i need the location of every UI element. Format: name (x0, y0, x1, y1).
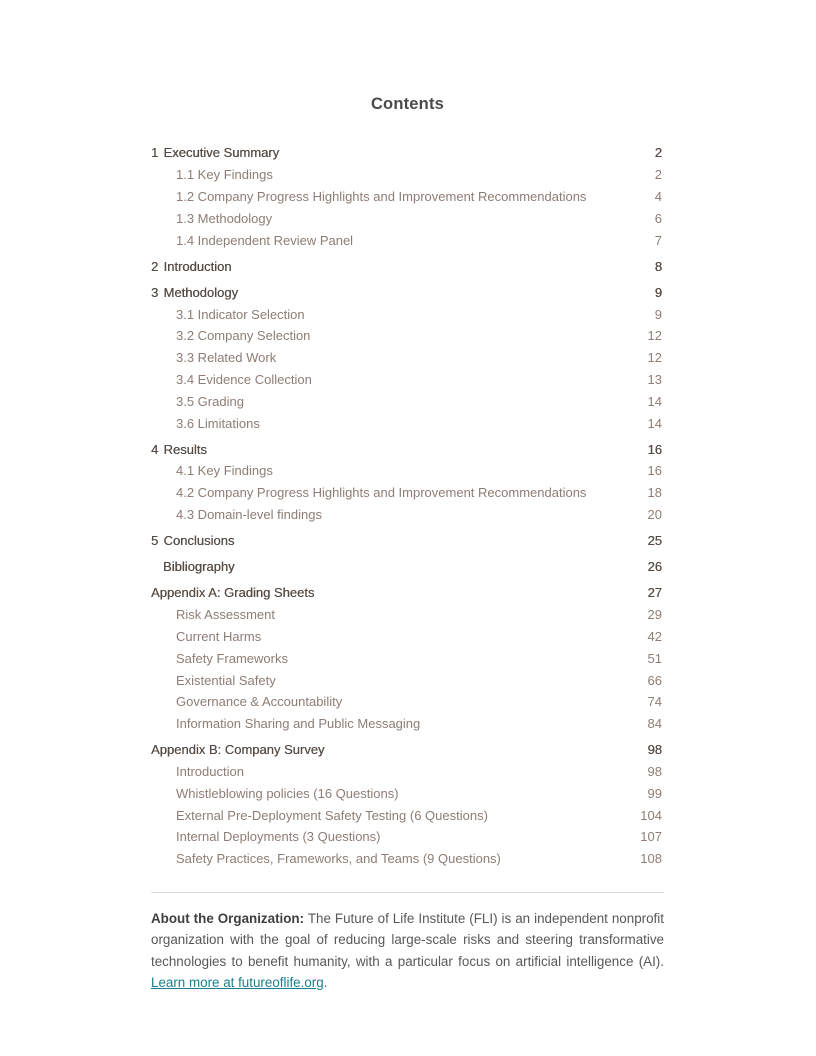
toc-entry-label: 4.2 Company Progress Highlights and Improvement Recommendations (176, 485, 587, 501)
about-label: About the Organization: (151, 910, 305, 926)
toc-entry[interactable] (151, 390, 664, 412)
toc-entry-label: 3.3 Related Work (176, 350, 277, 366)
toc-entry-label: 3.2 Company Selection (176, 328, 311, 344)
toc-entry[interactable] (151, 556, 664, 578)
about-line: organization with the goal of reducing large-scale risks and steering transformative (151, 932, 664, 948)
toc-entry[interactable] (151, 482, 664, 504)
toc-entry-page: 29 (647, 607, 662, 623)
toc-entry-page: 14 (647, 393, 662, 409)
toc-entry-number: 3 (151, 284, 159, 300)
toc-entry-label: Existential Safety (176, 672, 276, 688)
toc-entry-page: 84 (647, 716, 662, 732)
toc-entry[interactable] (151, 669, 664, 691)
toc-entry[interactable] (151, 647, 664, 669)
toc-entry-page: 20 (647, 507, 662, 523)
toc-entry[interactable] (151, 438, 664, 460)
toc-entry[interactable] (151, 782, 664, 804)
about-footer (151, 908, 664, 994)
toc-entry-label: Bibliography (163, 559, 235, 575)
toc-entry[interactable] (151, 347, 664, 369)
toc-entry-page: 12 (647, 350, 662, 366)
toc-entry-page: 7 (654, 232, 662, 248)
toc-entry-label: Appendix B: Company Survey (151, 742, 325, 758)
toc-entry-page: 74 (647, 694, 662, 710)
toc-entry-number: 2 (151, 258, 159, 274)
toc-entry[interactable] (151, 504, 664, 526)
toc-entry-label: Risk Assessment (176, 607, 275, 623)
toc-entry-page: 2 (654, 145, 662, 161)
toc-entry-page: 108 (640, 851, 662, 867)
toc-entry-label: Conclusions (163, 533, 235, 549)
toc-entry[interactable] (151, 626, 664, 648)
toc-entry-label: Introduction (163, 258, 232, 274)
toc-entry-number: 1 (151, 145, 159, 161)
toc-entry-label: Internal Deployments (3 Questions) (176, 829, 381, 845)
toc-entry-label: Executive Summary (163, 145, 280, 161)
toc-entry-label: Introduction (176, 763, 244, 779)
toc-entry-page: 98 (647, 742, 662, 758)
toc-entry-label: Safety Practices, Frameworks, and Teams (9 Questions) (176, 851, 501, 867)
toc-entry-label: 4.3 Domain-level findings (176, 507, 322, 523)
toc-entry-page: 14 (647, 415, 662, 431)
toc-entry-page: 12 (647, 328, 662, 344)
toc-entry[interactable] (151, 303, 664, 325)
toc-entry-page: 6 (654, 210, 662, 226)
toc-entry[interactable] (151, 229, 664, 251)
toc-entry-page: 27 (647, 585, 662, 601)
toc-entry-label: Methodology (163, 284, 238, 300)
toc-entry-page: 16 (647, 441, 662, 457)
toc-entry-label: 1.3 Methodology (176, 210, 273, 226)
toc-entry-page: 8 (654, 258, 662, 274)
toc-entry-page: 66 (647, 672, 662, 688)
toc-entry[interactable] (151, 582, 664, 604)
toc-entry-page: 26 (647, 559, 662, 575)
toc-entry[interactable] (151, 255, 664, 277)
toc-entry-number: 4 (151, 441, 159, 457)
toc-entry-page: 107 (640, 829, 662, 845)
toc-entry-number: 5 (151, 533, 159, 549)
link-suffix: . (323, 975, 328, 991)
toc-entry-label: Whistleblowing policies (16 Questions) (176, 785, 399, 801)
toc-entry-page: 104 (640, 807, 662, 823)
toc-entry[interactable] (151, 604, 664, 626)
toc-entry[interactable] (151, 713, 664, 735)
toc-entry-label: 3.5 Grading (176, 393, 244, 409)
toc-entry-page: 2 (654, 167, 662, 183)
toc-entry[interactable] (151, 761, 664, 783)
toc-entry-label: 3.6 Limitations (176, 415, 260, 431)
toc-entry[interactable] (151, 804, 664, 826)
toc-entry[interactable] (151, 325, 664, 347)
toc-entry-label: 1.2 Company Progress Highlights and Improvement Recommendations (176, 188, 587, 204)
toc-entry-label: External Pre-Deployment Safety Testing (6 Questions) (176, 807, 488, 823)
toc-entry-page: 51 (647, 650, 662, 666)
toc-entry-page: 42 (647, 628, 662, 644)
toc-entry[interactable] (151, 530, 664, 552)
toc-entry[interactable] (151, 186, 664, 208)
toc-entry-page: 18 (647, 485, 662, 501)
toc-entry[interactable] (151, 142, 664, 164)
toc-entry[interactable] (151, 848, 664, 870)
toc-entry[interactable] (151, 281, 664, 303)
toc-entry-page: 25 (647, 533, 662, 549)
toc-entry-label: Governance & Accountability (176, 694, 343, 710)
about-line (151, 972, 664, 994)
toc-entry[interactable] (151, 826, 664, 848)
toc-entry[interactable] (151, 164, 664, 186)
toc-entry-page: 9 (654, 284, 662, 300)
toc-entry-label: 4.1 Key Findings (176, 463, 273, 479)
toc-entry[interactable] (151, 739, 664, 761)
toc-entry-page: 13 (647, 371, 662, 387)
toc-entry-page: 98 (647, 763, 662, 779)
toc-entry-label: Appendix A: Grading Sheets (151, 585, 315, 601)
toc-entry-page: 4 (654, 188, 662, 204)
toc-entry[interactable] (151, 460, 664, 482)
about-line (151, 908, 664, 930)
document-page (151, 0, 664, 994)
toc-entry[interactable] (151, 412, 664, 434)
toc-entry-page: 16 (647, 463, 662, 479)
toc-entry[interactable] (151, 207, 664, 229)
toc-entry-label: Information Sharing and Public Messaging (176, 716, 421, 732)
futureoflife-link[interactable]: Learn more at futureoflife.org (151, 975, 324, 991)
toc-entry[interactable] (151, 369, 664, 391)
about-text: The Future of Life Institute (FLI) is an independent nonprofit (304, 910, 664, 926)
toc-entry-label: Results (163, 441, 207, 457)
toc-entry[interactable] (151, 691, 664, 713)
page-title: Contents (370, 95, 445, 113)
table-of-contents (151, 142, 664, 870)
toc-entry-label: Safety Frameworks (176, 650, 288, 666)
toc-entry-label: 3.4 Evidence Collection (176, 371, 312, 387)
toc-entry-page: 9 (654, 306, 662, 322)
toc-entry-page: 99 (647, 785, 662, 801)
toc-entry-label: 1.1 Key Findings (176, 167, 273, 183)
toc-entry-label: 3.1 Indicator Selection (176, 306, 305, 322)
toc-entry-label: Current Harms (176, 628, 262, 644)
toc-entry-label: 1.4 Independent Review Panel (176, 232, 354, 248)
about-line: technologies to benefit humanity, with a particular focus on artificial intelligence (AI). (151, 953, 664, 969)
footer-divider (151, 892, 664, 893)
